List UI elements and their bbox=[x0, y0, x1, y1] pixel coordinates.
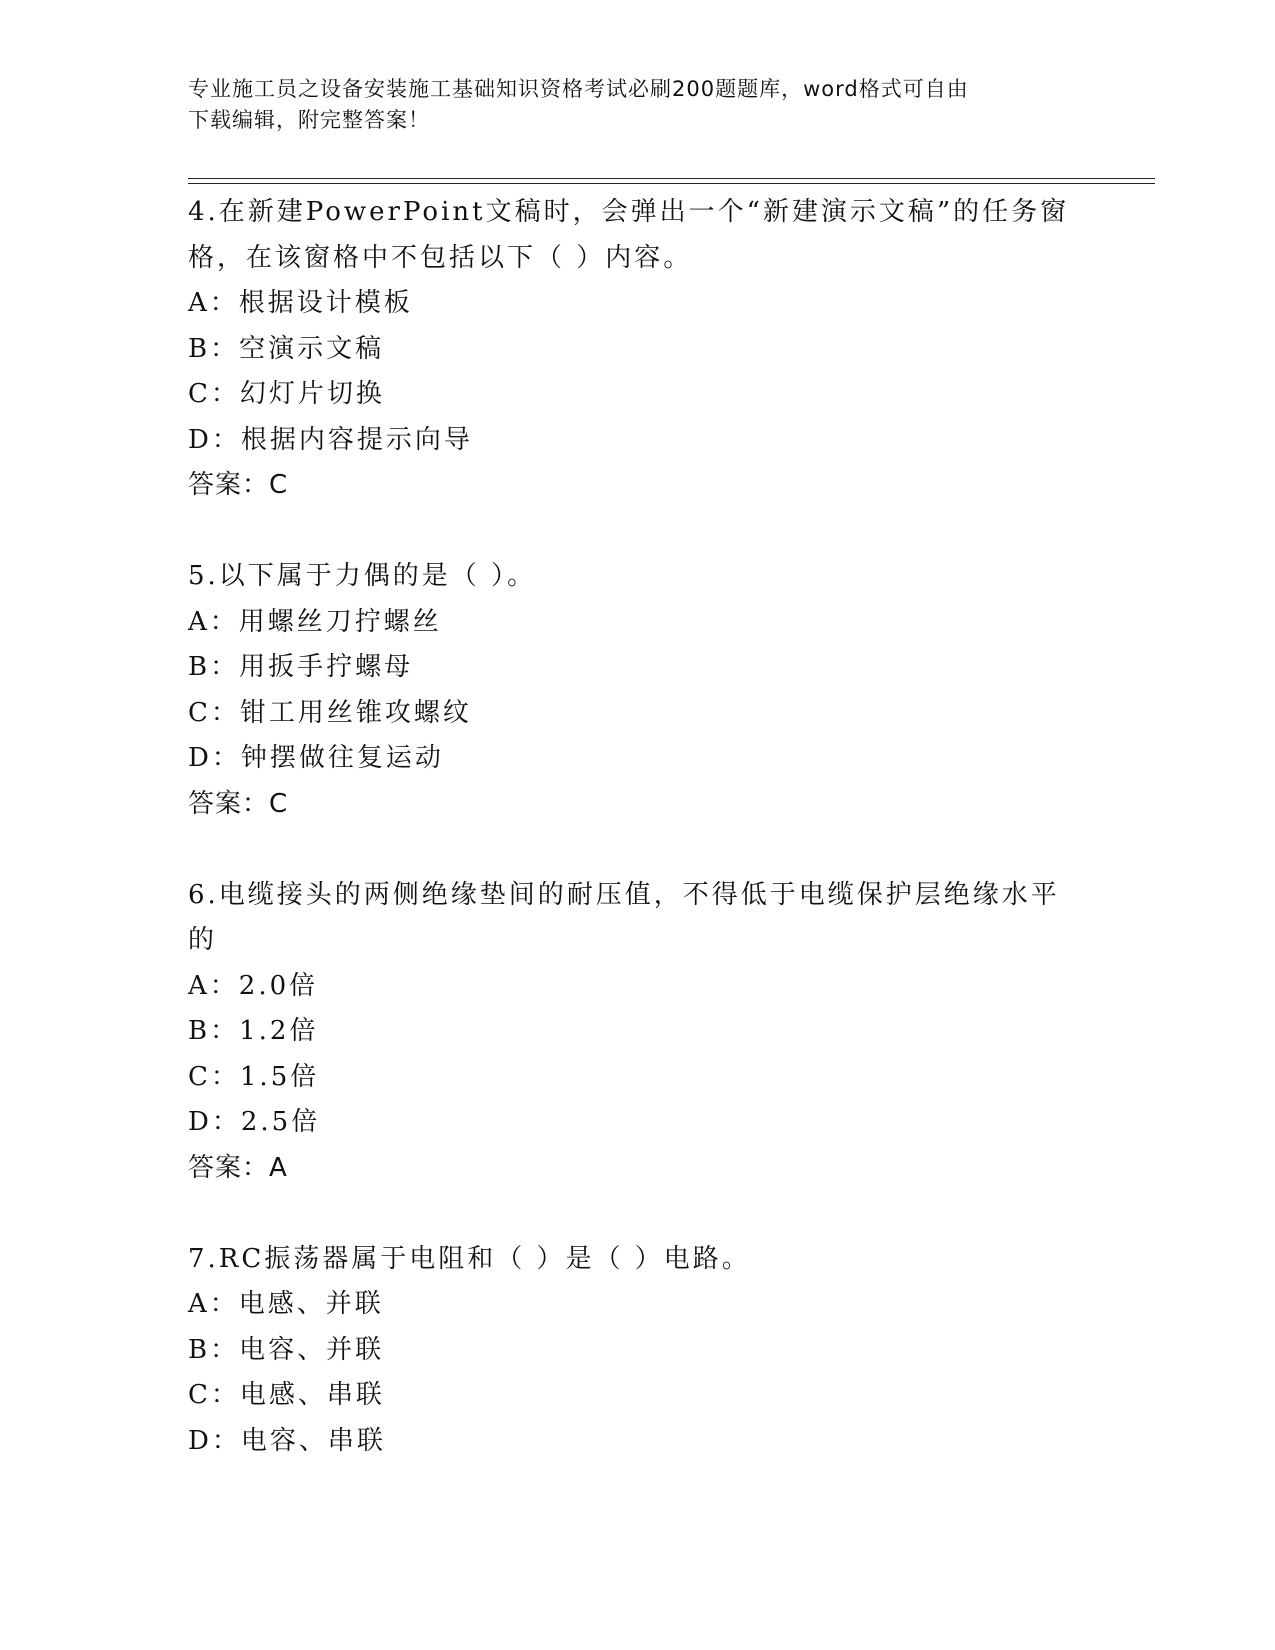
question-spacer bbox=[188, 509, 1088, 555]
option-a: A：根据设计模板 bbox=[188, 288, 413, 318]
header-line-1: 专业施工员之设备安装施工基础知识资格考试必刷200题题库，word格式可自由 bbox=[188, 77, 969, 101]
question-6 bbox=[188, 873, 1088, 1192]
question-text-line-2: 的 bbox=[188, 925, 218, 955]
question-text-line-1: 7.RC振荡器属于电阻和（ ）是（ ）电路。 bbox=[188, 1243, 751, 1274]
option-b: B：用扳手拧螺母 bbox=[188, 652, 414, 682]
question-text-line-2: 格，在该窗格中不包括以下（ ）内容。 bbox=[188, 242, 693, 273]
option-c: C：1.5倍 bbox=[188, 1061, 320, 1092]
option-b: B：电容、并联 bbox=[188, 1334, 385, 1365]
option-a: A：电感、并联 bbox=[188, 1289, 384, 1319]
option-a: A：用螺丝刀拧螺丝 bbox=[188, 606, 442, 637]
option-c: C：钳工用丝锥攻螺纹 bbox=[188, 697, 472, 728]
question-5 bbox=[188, 554, 1088, 827]
question-spacer bbox=[188, 827, 1088, 873]
option-c: C：电感、串联 bbox=[188, 1380, 385, 1410]
option-d: D：根据内容提示向导 bbox=[188, 424, 473, 455]
option-c: C：幻灯片切换 bbox=[188, 379, 385, 409]
answer-line: 答案：A bbox=[188, 1152, 288, 1183]
document-header bbox=[188, 74, 1068, 136]
header-line-2: 下载编辑，附完整答案！ bbox=[188, 108, 430, 132]
header-divider-top bbox=[188, 178, 1155, 179]
header-divider-bottom bbox=[188, 183, 1155, 184]
option-d: D：电容、串联 bbox=[188, 1425, 386, 1456]
question-list bbox=[188, 190, 1088, 1464]
question-text-line-1: 4.在新建PowerPoint文稿时，会弹出一个“新建演示文稿”的任务窗 bbox=[188, 197, 1070, 227]
option-a: A：2.0倍 bbox=[188, 970, 319, 1001]
question-7 bbox=[188, 1237, 1088, 1465]
question-spacer bbox=[188, 1191, 1088, 1237]
question-4 bbox=[188, 190, 1088, 509]
option-b: B：空演示文稿 bbox=[188, 333, 385, 364]
answer-line: 答案：C bbox=[188, 470, 289, 500]
question-text-line-1: 5.以下属于力偶的是（ ）。 bbox=[188, 561, 537, 591]
answer-line: 答案：C bbox=[188, 788, 289, 819]
option-d: D：2.5倍 bbox=[188, 1107, 321, 1137]
option-d: D：钟摆做往复运动 bbox=[188, 743, 444, 773]
option-b: B：1.2倍 bbox=[188, 1016, 319, 1046]
question-text-line-1: 6.电缆接头的两侧绝缘垫间的耐压值，不得低于电缆保护层绝缘水平 bbox=[188, 879, 1060, 910]
